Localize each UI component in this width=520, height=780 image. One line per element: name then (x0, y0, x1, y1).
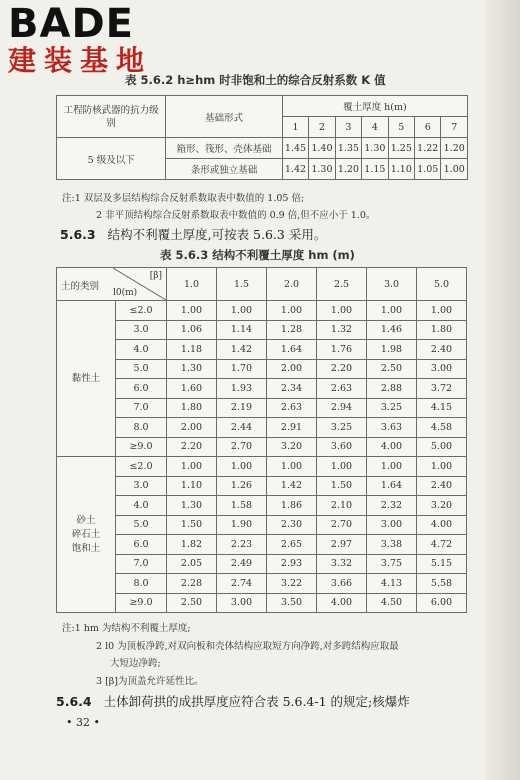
beta-header-cell: 3.0 (367, 268, 417, 301)
value-cell: 1.42 (217, 340, 267, 360)
beta-header-cell: 1.5 (217, 268, 267, 301)
value-cell: 1.86 (267, 496, 317, 516)
table-row (57, 496, 467, 516)
table-row (57, 301, 467, 321)
value-cell: 3.25 (317, 418, 367, 438)
table-row (57, 320, 467, 340)
value-cell: 1.70 (217, 359, 267, 379)
span-cell: 8.0 (116, 574, 167, 594)
table-row (57, 535, 467, 555)
value-cell: 1.50 (167, 515, 217, 535)
value-cell: 4.00 (417, 515, 467, 535)
value-cell: 1.35 (335, 138, 361, 159)
value-cell: 2.40 (417, 476, 467, 496)
value-cell: 1.26 (217, 476, 267, 496)
section-564-heading (56, 692, 410, 710)
value-cell: 3.32 (317, 554, 367, 574)
note-563-1: 注:1 hm 为结构不利覆土厚度; (62, 623, 191, 634)
subheader-cell: 3 (335, 117, 361, 138)
value-cell: 1.76 (317, 340, 367, 360)
value-cell: 3.38 (367, 535, 417, 555)
value-cell: 1.42 (282, 159, 308, 180)
page-number: • 32 • (66, 716, 100, 729)
value-cell: 2.32 (367, 496, 417, 516)
value-cell: 1.00 (317, 301, 367, 321)
beta-header-cell: 2.0 (267, 268, 317, 301)
value-cell: 1.64 (367, 476, 417, 496)
value-cell: 2.00 (167, 418, 217, 438)
value-cell: 2.28 (167, 574, 217, 594)
value-cell: 1.00 (367, 301, 417, 321)
subheader-cell: 5 (388, 117, 414, 138)
section-number: 5.6.3 (60, 227, 96, 242)
value-cell: 2.20 (317, 359, 367, 379)
soil-type-line: 砂土 (76, 514, 96, 526)
value-cell: 2.97 (317, 535, 367, 555)
value-cell: 2.49 (217, 554, 267, 574)
value-cell: 1.25 (388, 138, 414, 159)
value-cell: 1.10 (388, 159, 414, 180)
watermark-logo (8, 1, 158, 78)
value-cell: 2.70 (317, 515, 367, 535)
table-row (57, 515, 467, 535)
value-cell: 2.20 (167, 437, 217, 457)
value-cell: 1.28 (267, 320, 317, 340)
note-562-2: 2 非平顶结构综合反射系数取表中数值的 0.9 倍,但不应小于 1.0。 (96, 210, 376, 221)
value-cell: 1.22 (415, 138, 441, 159)
value-cell: 1.06 (167, 320, 217, 340)
soil-type-line: 饱和土 (71, 542, 101, 554)
value-cell: 1.46 (367, 320, 417, 340)
span-cell: ≤2.0 (116, 457, 167, 477)
table-562 (56, 95, 468, 180)
value-cell: 2.91 (267, 418, 317, 438)
section-number: 5.6.4 (56, 694, 92, 709)
value-cell: 1.60 (167, 379, 217, 399)
section-563-heading (60, 225, 326, 243)
value-cell: 1.90 (217, 515, 267, 535)
logo-text-cn: 建装基地 (8, 44, 153, 77)
value-cell: 1.30 (309, 159, 335, 180)
value-cell: 3.00 (217, 593, 267, 613)
value-cell: 1.98 (367, 340, 417, 360)
span-cell: 7.0 (116, 398, 167, 418)
value-cell: 3.60 (317, 437, 367, 457)
value-cell: 1.00 (417, 301, 467, 321)
header-resistance-level: 工程防核武器的抗力级别 (57, 96, 166, 138)
value-cell: 3.75 (367, 554, 417, 574)
value-cell: 1.15 (362, 159, 388, 180)
soil-type-line: 碎石土 (71, 528, 101, 540)
table-row (57, 359, 467, 379)
span-cell: ≥9.0 (116, 437, 167, 457)
span-cell: 3.0 (116, 320, 167, 340)
soil-type-label: 土的类别 (61, 281, 100, 292)
value-cell: 3.22 (267, 574, 317, 594)
foundation-form-cell: 条形或独立基础 (166, 159, 282, 180)
value-cell: 1.05 (415, 159, 441, 180)
value-cell: 2.50 (367, 359, 417, 379)
subheader-cell: 6 (415, 117, 441, 138)
value-cell: 2.63 (317, 379, 367, 399)
value-cell: 3.25 (367, 398, 417, 418)
value-cell: 3.66 (317, 574, 367, 594)
span-cell: 8.0 (116, 418, 167, 438)
value-cell: 2.30 (267, 515, 317, 535)
value-cell: 1.32 (317, 320, 367, 340)
header-row (57, 268, 467, 301)
beta-header-cell: 5.0 (417, 268, 467, 301)
value-cell: 2.88 (367, 379, 417, 399)
header-foundation-type: 基础形式 (166, 96, 282, 138)
value-cell: 1.00 (267, 301, 317, 321)
value-cell: 2.34 (267, 379, 317, 399)
value-cell: 2.93 (267, 554, 317, 574)
value-cell: 2.23 (217, 535, 267, 555)
value-cell: 2.10 (317, 496, 367, 516)
table-row (57, 554, 467, 574)
value-cell: 1.58 (217, 496, 267, 516)
note-562-1: 注:1 双层及多层结构综合反射系数取表中数值的 1.05 倍; (62, 193, 305, 204)
value-cell: 3.00 (417, 359, 467, 379)
value-cell: 1.20 (335, 159, 361, 180)
header-cover-thickness: 覆土厚度 h(m) (282, 96, 467, 117)
note-563-3: 3 [β]为顶盖允许延性比。 (96, 676, 204, 687)
value-cell: 3.63 (367, 418, 417, 438)
logo-text-en: BADE (8, 1, 134, 47)
value-cell: 5.58 (417, 574, 467, 594)
span-cell: 3.0 (116, 476, 167, 496)
span-cell: 7.0 (116, 554, 167, 574)
value-cell: 2.63 (267, 398, 317, 418)
span-cell: 6.0 (116, 535, 167, 555)
note-563-2-cont: 大短边净跨; (110, 658, 161, 669)
value-cell: 2.70 (217, 437, 267, 457)
subheader-cell: 2 (309, 117, 335, 138)
value-cell: 2.05 (167, 554, 217, 574)
value-cell: 2.44 (217, 418, 267, 438)
table-row (57, 476, 467, 496)
value-cell: 1.80 (167, 398, 217, 418)
value-cell: 1.00 (217, 301, 267, 321)
value-cell: 1.14 (217, 320, 267, 340)
value-cell: 1.50 (317, 476, 367, 496)
subheader-cell: 4 (362, 117, 388, 138)
value-cell: 1.00 (167, 301, 217, 321)
foundation-form-cell: 箱形、筏形、壳体基础 (166, 138, 282, 159)
value-cell: 1.42 (267, 476, 317, 496)
value-cell: 1.40 (309, 138, 335, 159)
span-cell: 5.0 (116, 515, 167, 535)
value-cell: 2.19 (217, 398, 267, 418)
soil-type-line: 黏性土 (71, 372, 101, 384)
value-cell: 1.30 (362, 138, 388, 159)
note-563-2: 2 l0 为顶板净跨,对双向板和壳体结构应取短方向净跨,对多跨结构应取最 (96, 641, 399, 652)
value-cell: 4.72 (417, 535, 467, 555)
value-cell: 1.10 (167, 476, 217, 496)
value-cell: 1.00 (367, 457, 417, 477)
table-row (57, 437, 467, 457)
beta-label: [β] (149, 271, 162, 281)
value-cell: 4.00 (367, 437, 417, 457)
section-text: 土体卸荷拱的成拱厚度应符合表 5.6.4-1 的规定;核爆炸 (103, 694, 410, 709)
subheader-cell: 1 (282, 117, 308, 138)
table-563 (56, 267, 467, 613)
value-cell: 6.00 (417, 593, 467, 613)
span-label: l0(m) (113, 288, 138, 298)
value-cell: 3.50 (267, 593, 317, 613)
value-cell: 2.74 (217, 574, 267, 594)
table-row (57, 340, 467, 360)
value-cell: 1.45 (282, 138, 308, 159)
table-row (57, 398, 467, 418)
value-cell: 1.93 (217, 379, 267, 399)
page-edge-shadow (486, 0, 520, 780)
table-row (57, 138, 468, 159)
value-cell: 4.13 (367, 574, 417, 594)
value-cell: 1.00 (267, 457, 317, 477)
span-cell: 4.0 (116, 340, 167, 360)
value-cell: 1.30 (167, 496, 217, 516)
diagonal-header-cell (57, 268, 167, 301)
value-cell: 1.00 (417, 457, 467, 477)
table-row (57, 574, 467, 594)
beta-header-cell: 2.5 (317, 268, 367, 301)
span-cell: 6.0 (116, 379, 167, 399)
span-cell: ≤2.0 (116, 301, 167, 321)
value-cell: 5.15 (417, 554, 467, 574)
value-cell: 4.00 (317, 593, 367, 613)
value-cell: 1.00 (441, 159, 468, 180)
value-cell: 1.20 (441, 138, 468, 159)
subheader-cell: 7 (441, 117, 468, 138)
value-cell: 1.00 (217, 457, 267, 477)
beta-header-cell: 1.0 (167, 268, 217, 301)
value-cell: 4.15 (417, 398, 467, 418)
table-row (57, 379, 467, 399)
soil-type-cell (57, 301, 116, 457)
span-cell: 4.0 (116, 496, 167, 516)
value-cell: 4.58 (417, 418, 467, 438)
value-cell: 1.00 (167, 457, 217, 477)
value-cell: 2.40 (417, 340, 467, 360)
value-cell: 3.20 (417, 496, 467, 516)
value-cell: 1.80 (417, 320, 467, 340)
span-cell: ≥9.0 (116, 593, 167, 613)
value-cell: 2.50 (167, 593, 217, 613)
value-cell: 1.00 (317, 457, 367, 477)
table-row (57, 593, 467, 613)
section-text: 结构不利覆土厚度,可按表 5.6.3 采用。 (107, 227, 327, 242)
value-cell: 3.72 (417, 379, 467, 399)
value-cell: 1.30 (167, 359, 217, 379)
value-cell: 1.64 (267, 340, 317, 360)
level-cell: 5 级及以下 (57, 138, 166, 180)
soil-type-cell (57, 457, 116, 613)
table-row (57, 457, 467, 477)
span-cell: 5.0 (116, 359, 167, 379)
table-563-caption: 表 5.6.3 结构不利覆土厚度 hm (m) (160, 248, 355, 262)
value-cell: 2.94 (317, 398, 367, 418)
value-cell: 2.65 (267, 535, 317, 555)
value-cell: 1.82 (167, 535, 217, 555)
value-cell: 3.20 (267, 437, 317, 457)
value-cell: 3.00 (367, 515, 417, 535)
value-cell: 1.18 (167, 340, 217, 360)
value-cell: 4.50 (367, 593, 417, 613)
table-row (57, 418, 467, 438)
value-cell: 5.00 (417, 437, 467, 457)
table-562-caption: 表 5.6.2 h≥hm 时非饱和土的综合反射系数 K 值 (125, 73, 386, 87)
value-cell: 2.00 (267, 359, 317, 379)
